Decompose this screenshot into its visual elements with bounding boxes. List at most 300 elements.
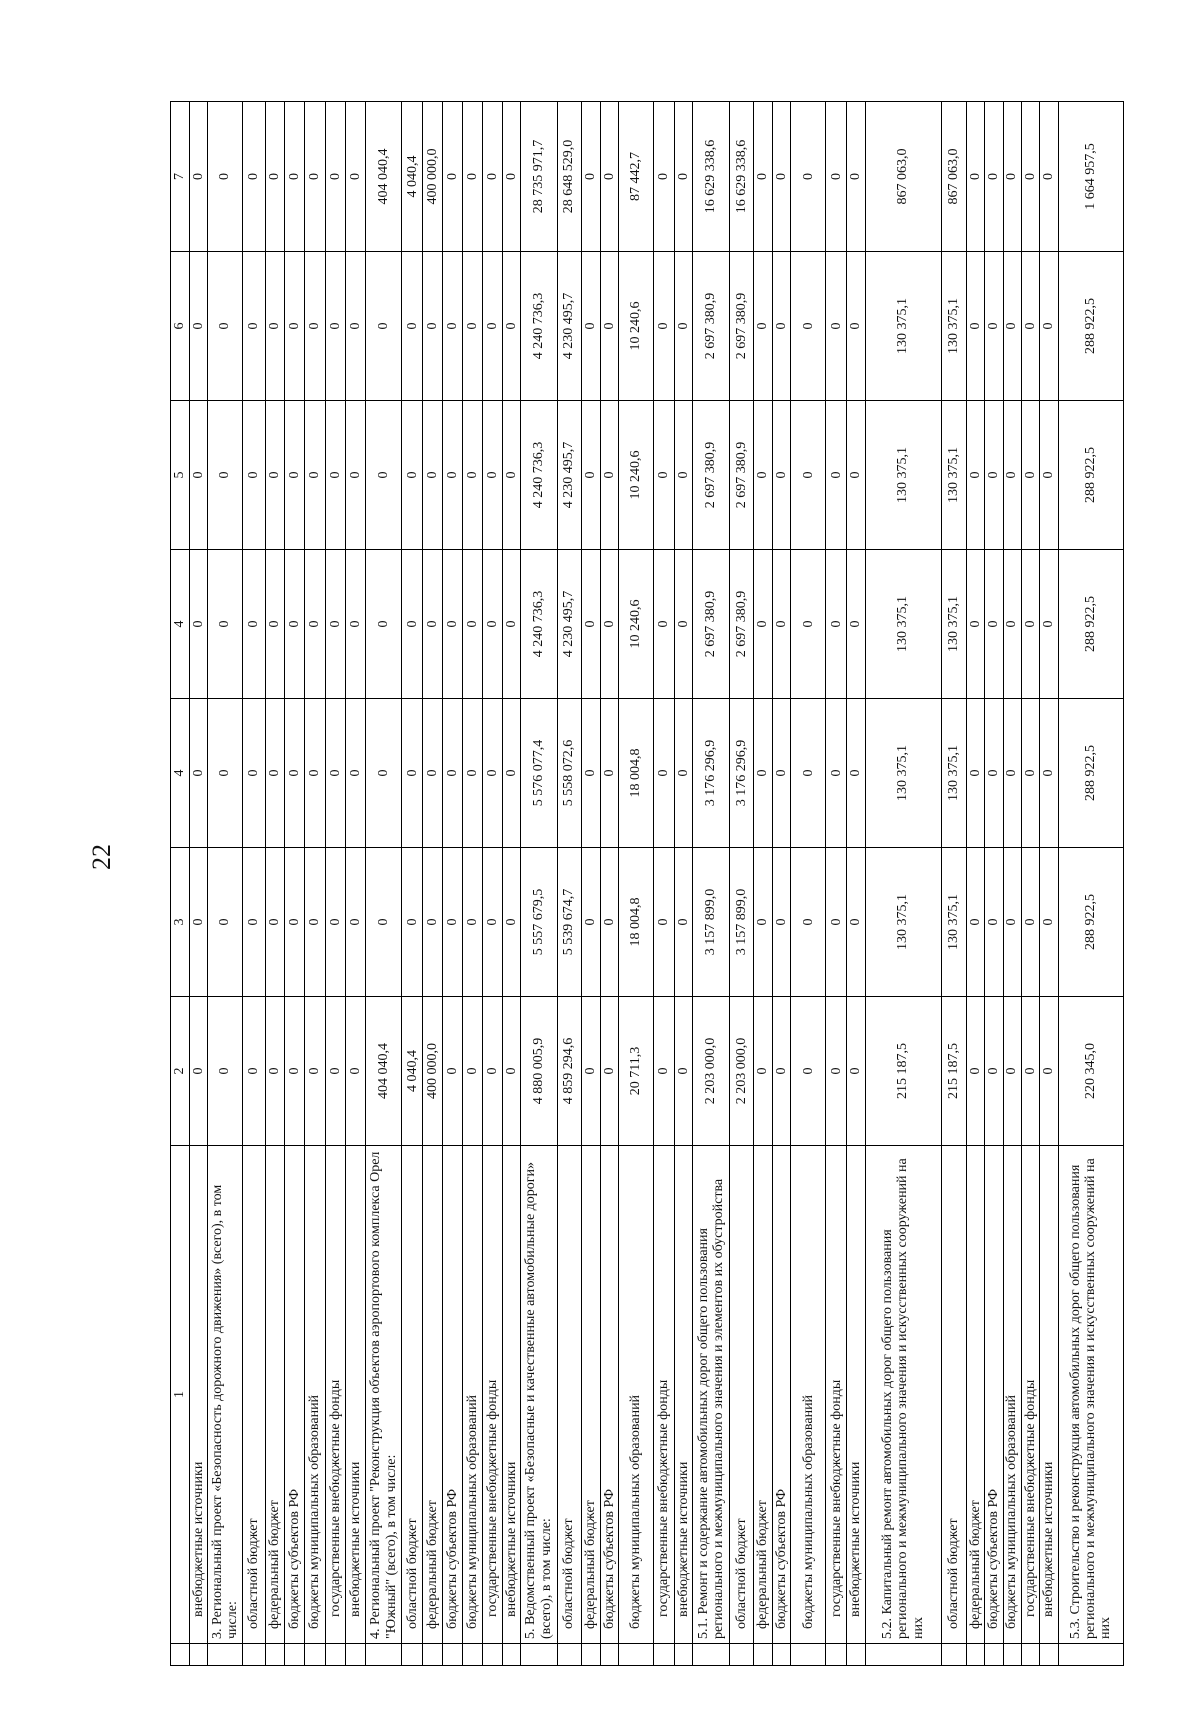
value-cell: 0	[463, 699, 483, 848]
value-cell: 1 664 957,5	[1058, 102, 1123, 252]
value-cell: 4 859 294,6	[557, 997, 581, 1146]
value-cell: 2 203 000,0	[729, 997, 753, 1146]
value-cell: 0	[1003, 699, 1021, 848]
value-cell: 0	[675, 550, 693, 699]
row-label: областной бюджет	[557, 1146, 581, 1644]
value-cell: 0	[772, 699, 790, 848]
row-blank-cell	[483, 1644, 503, 1666]
value-cell: 0	[1021, 699, 1040, 848]
table-row	[791, 102, 826, 1666]
value-cell: 0	[345, 550, 365, 699]
table-row	[600, 102, 618, 1666]
row-blank-cell	[865, 1644, 941, 1666]
value-cell: 0	[243, 252, 266, 401]
value-cell: 0	[675, 401, 693, 550]
value-cell: 0	[1021, 550, 1040, 699]
value-cell: 0	[207, 252, 242, 401]
value-cell: 0	[654, 699, 675, 848]
table-row	[423, 102, 443, 1666]
value-cell: 4 240 736,3	[521, 252, 557, 401]
row-blank-cell	[304, 1644, 325, 1666]
value-cell: 4 040,4	[402, 997, 423, 1146]
value-cell: 2 697 380,9	[693, 401, 729, 550]
value-cell: 404 040,4	[365, 102, 401, 252]
value-cell: 0	[600, 997, 618, 1146]
header-cell: 3	[171, 848, 190, 997]
header-cell: 4	[171, 550, 190, 699]
value-cell: 0	[826, 102, 847, 252]
value-cell: 4 240 736,3	[521, 550, 557, 699]
row-label: 3. Региональный проект «Безопасность дорожного движения» (всего), в том числе:	[207, 1146, 242, 1644]
value-cell: 400 000,0	[423, 997, 443, 1146]
value-cell: 0	[365, 252, 401, 401]
row-blank-cell	[285, 1644, 305, 1666]
value-cell: 0	[365, 848, 401, 997]
value-cell: 0	[423, 848, 443, 997]
value-cell: 0	[985, 699, 1003, 848]
row-blank-cell	[654, 1644, 675, 1666]
row-blank-cell	[791, 1644, 826, 1666]
row-blank-cell	[772, 1644, 790, 1666]
row-label: 5. Ведомственный проект «Безопасные и качественные автомобильные дороги» (всего), в том числе:	[521, 1146, 557, 1644]
table-row	[521, 102, 557, 1666]
value-cell: 0	[266, 997, 285, 1146]
row-label: бюджеты субъектов РФ	[443, 1146, 463, 1644]
value-cell: 130 375,1	[941, 848, 966, 997]
value-cell: 0	[189, 997, 207, 1146]
table-row	[207, 102, 242, 1666]
value-cell: 0	[772, 102, 790, 252]
value-cell: 4 230 495,7	[557, 401, 581, 550]
value-cell: 0	[1040, 102, 1058, 252]
value-cell: 0	[243, 699, 266, 848]
row-label: бюджеты субъектов РФ	[600, 1146, 618, 1644]
value-cell: 867 063,0	[941, 102, 966, 252]
value-cell: 0	[285, 401, 305, 550]
value-cell: 0	[791, 550, 826, 699]
value-cell: 0	[502, 699, 520, 848]
value-cell: 0	[402, 401, 423, 550]
value-cell: 0	[581, 252, 600, 401]
value-cell: 0	[1003, 252, 1021, 401]
value-cell: 0	[985, 102, 1003, 252]
value-cell: 0	[483, 102, 503, 252]
table-row	[826, 102, 847, 1666]
row-blank-cell	[1058, 1644, 1123, 1666]
value-cell: 0	[483, 699, 503, 848]
row-label: федеральный бюджет	[581, 1146, 600, 1644]
table-row	[865, 102, 941, 1666]
value-cell: 0	[285, 102, 305, 252]
value-cell: 0	[345, 401, 365, 550]
value-cell: 0	[304, 550, 325, 699]
value-cell: 0	[754, 401, 773, 550]
value-cell: 0	[285, 252, 305, 401]
value-cell: 0	[285, 550, 305, 699]
value-cell: 0	[985, 997, 1003, 1146]
row-label: государственные внебюджетные фонды	[325, 1146, 345, 1644]
value-cell: 0	[502, 401, 520, 550]
value-cell: 0	[189, 252, 207, 401]
value-cell: 0	[285, 997, 305, 1146]
row-blank-cell	[243, 1644, 266, 1666]
value-cell: 0	[791, 699, 826, 848]
value-cell: 0	[600, 550, 618, 699]
table-row	[618, 102, 653, 1666]
value-cell: 130 375,1	[941, 401, 966, 550]
header-cell: 7	[171, 102, 190, 252]
table-row	[581, 102, 600, 1666]
value-cell: 0	[967, 848, 985, 997]
row-label: государственные внебюджетные фонды	[826, 1146, 847, 1644]
value-cell: 4 230 495,7	[557, 550, 581, 699]
table-row	[1040, 102, 1058, 1666]
value-cell: 288 922,5	[1058, 848, 1123, 997]
value-cell: 0	[772, 848, 790, 997]
value-cell: 0	[325, 848, 345, 997]
value-cell: 0	[483, 848, 503, 997]
value-cell: 0	[985, 550, 1003, 699]
table-row	[325, 102, 345, 1666]
row-label: 5.2. Капитальный ремонт автомобильных дорог общего пользования регионального и межмуниципального значения и искусственных сооружений на них	[865, 1146, 941, 1644]
value-cell: 0	[189, 401, 207, 550]
value-cell: 288 922,5	[1058, 401, 1123, 550]
row-blank-cell	[600, 1644, 618, 1666]
value-cell: 0	[304, 997, 325, 1146]
value-cell: 0	[1040, 252, 1058, 401]
value-cell: 130 375,1	[865, 699, 941, 848]
value-cell: 404 040,4	[365, 997, 401, 1146]
value-cell: 0	[266, 699, 285, 848]
value-cell: 0	[266, 401, 285, 550]
value-cell: 0	[443, 997, 463, 1146]
header-cell: 5	[171, 401, 190, 550]
value-cell: 0	[826, 997, 847, 1146]
value-cell: 0	[189, 848, 207, 997]
row-label: внебюджетные источники	[1040, 1146, 1058, 1644]
value-cell: 0	[304, 401, 325, 550]
value-cell: 0	[967, 102, 985, 252]
row-blank-cell	[729, 1644, 753, 1666]
row-label: 5.3. Строительство и реконструкция автомобильных дорог общего пользования регионального и межмуниципального значения и искусственных сооружений на них	[1058, 1146, 1123, 1644]
value-cell: 0	[443, 848, 463, 997]
value-cell: 0	[791, 102, 826, 252]
value-cell: 0	[654, 252, 675, 401]
table-row	[1058, 102, 1123, 1666]
value-cell: 0	[443, 699, 463, 848]
row-label: бюджеты муниципальных образований	[304, 1146, 325, 1644]
table-row	[443, 102, 463, 1666]
value-cell: 0	[423, 252, 443, 401]
table-row	[941, 102, 966, 1666]
value-cell: 0	[985, 401, 1003, 550]
value-cell: 0	[600, 252, 618, 401]
value-cell: 130 375,1	[865, 550, 941, 699]
value-cell: 28 648 529,0	[557, 102, 581, 252]
value-cell: 0	[345, 997, 365, 1146]
table-row	[847, 102, 865, 1666]
value-cell: 0	[285, 848, 305, 997]
value-cell: 0	[207, 550, 242, 699]
value-cell: 0	[847, 252, 865, 401]
table-row	[189, 102, 207, 1666]
row-blank-cell	[985, 1644, 1003, 1666]
value-cell: 0	[483, 997, 503, 1146]
value-cell: 4 230 495,7	[557, 252, 581, 401]
value-cell: 28 735 971,7	[521, 102, 557, 252]
value-cell: 0	[654, 848, 675, 997]
value-cell: 0	[463, 102, 483, 252]
table-row	[463, 102, 483, 1666]
value-cell: 130 375,1	[865, 401, 941, 550]
value-cell: 0	[772, 550, 790, 699]
value-cell: 0	[600, 102, 618, 252]
table-row	[654, 102, 675, 1666]
row-blank-cell	[557, 1644, 581, 1666]
value-cell: 0	[847, 848, 865, 997]
value-cell: 0	[847, 550, 865, 699]
table-row	[502, 102, 520, 1666]
value-cell: 215 187,5	[865, 997, 941, 1146]
value-cell: 0	[463, 252, 483, 401]
value-cell: 0	[1003, 401, 1021, 550]
value-cell: 0	[304, 699, 325, 848]
row-label: областной бюджет	[729, 1146, 753, 1644]
value-cell: 0	[325, 997, 345, 1146]
value-cell: 0	[345, 102, 365, 252]
value-cell: 0	[847, 997, 865, 1146]
row-label: бюджеты субъектов РФ	[772, 1146, 790, 1644]
value-cell: 16 629 338,6	[693, 102, 729, 252]
value-cell: 0	[967, 997, 985, 1146]
value-cell: 0	[826, 848, 847, 997]
value-cell: 130 375,1	[865, 252, 941, 401]
value-cell: 0	[600, 699, 618, 848]
value-cell: 0	[826, 252, 847, 401]
value-cell: 0	[463, 550, 483, 699]
row-blank-cell	[521, 1644, 557, 1666]
table-row	[243, 102, 266, 1666]
row-label: бюджеты субъектов РФ	[285, 1146, 305, 1644]
value-cell: 220 345,0	[1058, 997, 1123, 1146]
row-blank-cell	[463, 1644, 483, 1666]
row-label: областной бюджет	[402, 1146, 423, 1644]
value-cell: 0	[754, 848, 773, 997]
value-cell: 0	[1003, 550, 1021, 699]
table-row	[285, 102, 305, 1666]
value-cell: 0	[443, 102, 463, 252]
row-blank-cell	[207, 1644, 242, 1666]
value-cell: 288 922,5	[1058, 550, 1123, 699]
value-cell: 0	[483, 252, 503, 401]
row-label: государственные внебюджетные фонды	[654, 1146, 675, 1644]
value-cell: 0	[345, 699, 365, 848]
value-cell: 0	[754, 699, 773, 848]
header-cell: 4	[171, 699, 190, 848]
row-label: бюджеты субъектов РФ	[985, 1146, 1003, 1644]
value-cell: 0	[207, 401, 242, 550]
value-cell: 0	[207, 997, 242, 1146]
table-row	[304, 102, 325, 1666]
row-blank-cell	[443, 1644, 463, 1666]
value-cell: 0	[772, 252, 790, 401]
value-cell: 288 922,5	[1058, 252, 1123, 401]
value-cell: 87 442,7	[618, 102, 653, 252]
value-cell: 0	[772, 997, 790, 1146]
value-cell: 0	[754, 997, 773, 1146]
value-cell: 0	[243, 550, 266, 699]
value-cell: 0	[967, 699, 985, 848]
row-label: внебюджетные источники	[675, 1146, 693, 1644]
value-cell: 0	[1003, 997, 1021, 1146]
row-blank-cell	[1003, 1644, 1021, 1666]
value-cell: 0	[266, 252, 285, 401]
table-row	[985, 102, 1003, 1666]
value-cell: 0	[675, 848, 693, 997]
row-blank-cell	[189, 1644, 207, 1666]
table-row	[1021, 102, 1040, 1666]
value-cell: 0	[483, 550, 503, 699]
value-cell: 0	[1021, 997, 1040, 1146]
value-cell: 0	[325, 401, 345, 550]
row-label: внебюджетные источники	[345, 1146, 365, 1644]
value-cell: 4 240 736,3	[521, 401, 557, 550]
value-cell: 0	[1003, 102, 1021, 252]
value-cell: 0	[1040, 848, 1058, 997]
budget-table	[170, 101, 1124, 1666]
value-cell: 0	[985, 848, 1003, 997]
table-row	[967, 102, 985, 1666]
value-cell: 0	[207, 102, 242, 252]
value-cell: 0	[581, 102, 600, 252]
value-cell: 0	[967, 401, 985, 550]
value-cell: 0	[423, 699, 443, 848]
value-cell: 867 063,0	[865, 102, 941, 252]
row-blank-cell	[1021, 1644, 1040, 1666]
value-cell: 0	[791, 401, 826, 550]
value-cell: 130 375,1	[865, 848, 941, 997]
value-cell: 400 000,0	[423, 102, 443, 252]
row-blank-cell	[502, 1644, 520, 1666]
value-cell: 20 711,3	[618, 997, 653, 1146]
row-label: внебюджетные источники	[502, 1146, 520, 1644]
value-cell: 0	[304, 252, 325, 401]
value-cell: 0	[365, 699, 401, 848]
row-label: государственные внебюджетные фонды	[483, 1146, 503, 1644]
value-cell: 0	[443, 401, 463, 550]
value-cell: 0	[675, 997, 693, 1146]
value-cell: 0	[304, 102, 325, 252]
value-cell: 0	[1040, 550, 1058, 699]
value-cell: 0	[402, 848, 423, 997]
value-cell: 0	[791, 848, 826, 997]
value-cell: 130 375,1	[941, 550, 966, 699]
value-cell: 0	[1021, 102, 1040, 252]
value-cell: 0	[675, 102, 693, 252]
table-row	[266, 102, 285, 1666]
value-cell: 0	[189, 102, 207, 252]
table-row	[729, 102, 753, 1666]
value-cell: 2 697 380,9	[729, 252, 753, 401]
row-blank-cell	[847, 1644, 865, 1666]
table-row	[402, 102, 423, 1666]
table-row	[365, 102, 401, 1666]
row-label: бюджеты муниципальных образований	[618, 1146, 653, 1644]
value-cell: 0	[243, 401, 266, 550]
value-cell: 10 240,6	[618, 252, 653, 401]
value-cell: 10 240,6	[618, 550, 653, 699]
value-cell: 0	[502, 848, 520, 997]
row-label: 5.1. Ремонт и содержание автомобильных дорог общего пользования регионального и межмуниципального значения и элементов их обустройства	[693, 1146, 729, 1644]
table-row	[772, 102, 790, 1666]
value-cell: 2 697 380,9	[729, 401, 753, 550]
value-cell: 3 157 899,0	[693, 848, 729, 997]
value-cell: 0	[791, 252, 826, 401]
row-label: федеральный бюджет	[967, 1146, 985, 1644]
value-cell: 4 040,4	[402, 102, 423, 252]
value-cell: 0	[345, 848, 365, 997]
value-cell: 0	[1040, 401, 1058, 550]
value-cell: 0	[207, 699, 242, 848]
row-label: бюджеты муниципальных образований	[463, 1146, 483, 1644]
value-cell: 0	[581, 699, 600, 848]
value-cell: 3 157 899,0	[729, 848, 753, 997]
value-cell: 0	[847, 401, 865, 550]
row-label: бюджеты муниципальных образований	[791, 1146, 826, 1644]
value-cell: 0	[847, 699, 865, 848]
value-cell: 0	[654, 550, 675, 699]
value-cell: 0	[502, 252, 520, 401]
value-cell: 0	[345, 252, 365, 401]
value-cell: 0	[243, 848, 266, 997]
value-cell: 0	[826, 699, 847, 848]
value-cell: 0	[581, 401, 600, 550]
row-label: федеральный бюджет	[754, 1146, 773, 1644]
value-cell: 5 576 077,4	[521, 699, 557, 848]
value-cell: 130 375,1	[941, 699, 966, 848]
value-cell: 0	[189, 699, 207, 848]
value-cell: 0	[443, 252, 463, 401]
value-cell: 2 203 000,0	[693, 997, 729, 1146]
value-cell: 0	[402, 699, 423, 848]
value-cell: 0	[423, 401, 443, 550]
row-blank-cell	[754, 1644, 773, 1666]
value-cell: 0	[1021, 252, 1040, 401]
row-blank-cell	[693, 1644, 729, 1666]
row-blank-cell	[423, 1644, 443, 1666]
value-cell: 0	[1040, 699, 1058, 848]
header-blank-cell	[171, 1644, 190, 1666]
value-cell: 0	[502, 997, 520, 1146]
value-cell: 0	[365, 550, 401, 699]
value-cell: 0	[402, 550, 423, 699]
value-cell: 0	[581, 997, 600, 1146]
row-blank-cell	[618, 1644, 653, 1666]
value-cell: 0	[325, 550, 345, 699]
row-label: государственные внебюджетные фонды	[1021, 1146, 1040, 1644]
header-cell: 2	[171, 997, 190, 1146]
value-cell: 0	[325, 699, 345, 848]
value-cell: 0	[772, 401, 790, 550]
value-cell: 0	[463, 401, 483, 550]
value-cell: 2 697 380,9	[729, 550, 753, 699]
value-cell: 0	[483, 401, 503, 550]
value-cell: 0	[1003, 848, 1021, 997]
row-label: федеральный бюджет	[266, 1146, 285, 1644]
value-cell: 0	[754, 102, 773, 252]
table-row	[675, 102, 693, 1666]
value-cell: 0	[654, 102, 675, 252]
